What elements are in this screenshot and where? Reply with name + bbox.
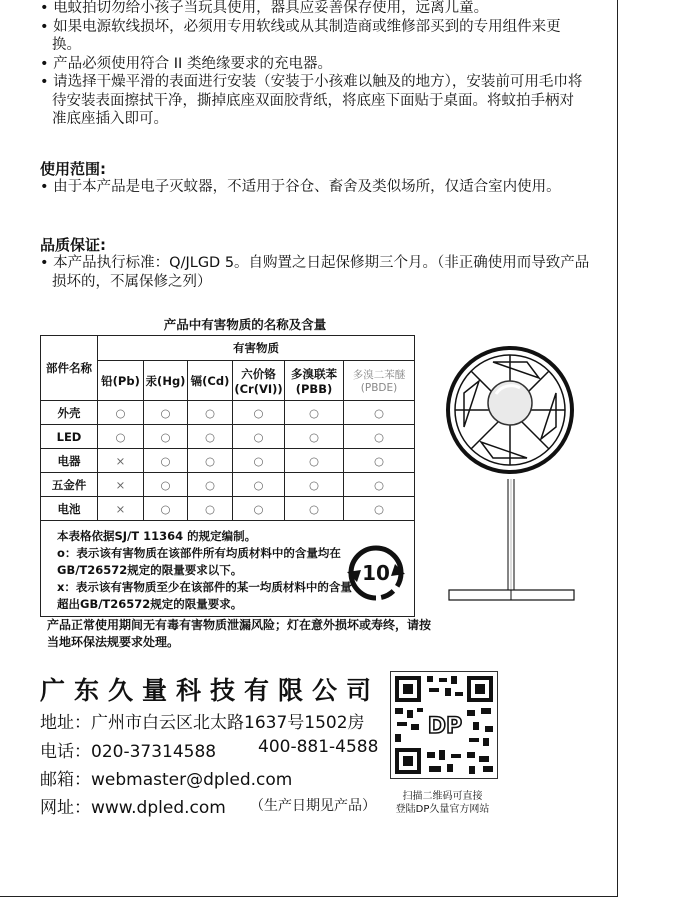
qr-caption [380, 790, 505, 816]
product-illustration [440, 336, 590, 606]
instruction-item: • 电蚊拍切勿给小孩子当玩具使用，器具应妥善保存使用，远离儿童。 [40, 0, 585, 18]
hotline-text: 400-881-4588 [258, 737, 379, 757]
warranty-title: 品质保证: [40, 236, 106, 254]
part-cell: 五金件 [41, 473, 98, 497]
instruction-item: • 如果电源软线损坏，必须用专用软线或从其制造商或维修部买到的专用组件来更换。 [40, 18, 585, 55]
table-cell: × [98, 449, 144, 473]
usage-text: • 由于本产品是电子灭蚊器，不适用于谷仓、畜舍及类似场所，仅适合室内使用。 [40, 178, 597, 197]
column-header: 镉(Cd) [188, 361, 233, 401]
part-name-header: 部件名称 [41, 336, 98, 401]
website-link[interactable]: 网址：www.dpled.com [40, 798, 226, 818]
part-cell: 电池 [41, 497, 98, 521]
table-cell: ○ [285, 401, 344, 425]
hazard-notes [40, 520, 415, 617]
column-header: 多溴二苯醚 (PBDE) [344, 361, 415, 401]
table-row [41, 401, 415, 425]
table-row [41, 473, 415, 497]
table-row [41, 425, 415, 449]
table-cell: ○ [344, 497, 415, 521]
part-cell: 电器 [41, 449, 98, 473]
warranty-text: • 本产品执行标准：Q/JLGD 5。自购置之日起保修期三个月。（非正确使用而导致产品损坏的，不属保修之列） [40, 254, 597, 291]
table-cell: ○ [285, 497, 344, 521]
note-x: x：表示该有害物质至少在该部件的某一均质材料中的含量超出GB/T26572规定的限量要求。 [57, 580, 352, 611]
table-cell: ○ [188, 473, 233, 497]
table-cell: ○ [285, 449, 344, 473]
table-cell: ○ [188, 425, 233, 449]
table-cell: ○ [233, 497, 285, 521]
company-name: 广东久量科技有限公司 [40, 676, 381, 705]
note-o: o：表示该有害物质在该部件所有均质材料中的含量均在GB/T26572规定的限量要求以下。 [57, 546, 341, 577]
hazard-table [40, 335, 415, 521]
hazard-tail-note: 产品正常使用期间无有毒有害物质泄漏风险；灯在意外损坏或寿终，请按当地环保法规要求处理。 [47, 618, 432, 649]
table-cell: ○ [144, 425, 188, 449]
table-cell: ○ [188, 401, 233, 425]
eco-period-number: 10 [362, 561, 390, 585]
table-cell: ○ [98, 401, 144, 425]
table-cell: ○ [98, 425, 144, 449]
page-border-right [617, 0, 618, 897]
table-cell: ○ [344, 449, 415, 473]
table-row [41, 497, 415, 521]
table-cell: ○ [144, 497, 188, 521]
table-cell: ○ [188, 497, 233, 521]
table-cell: ○ [233, 401, 285, 425]
qr-caption-line2: 登陆DP久量官方网站 [395, 804, 490, 815]
qr-logo: DP [427, 714, 463, 739]
table-cell: × [98, 497, 144, 521]
instruction-item: • 请选择干燥平滑的表面进行安装（安装于小孩难以触及的地方），安装前可用毛巾将待安装表面擦拭干净，撕掉底座双面胶背纸，将底座下面贴于桌面。将蚊拍手柄对准底座插入即可。 [40, 73, 585, 129]
table-row [41, 449, 415, 473]
instruction-item: • 产品必须使用符合 II 类绝缘要求的充电器。 [40, 55, 585, 74]
qr-code[interactable] [390, 671, 498, 779]
table-cell: ○ [285, 473, 344, 497]
table-cell: ○ [344, 473, 415, 497]
hazard-table-caption: 产品中有害物质的名称及含量 [163, 317, 327, 332]
table-cell: ○ [188, 449, 233, 473]
table-cell: ○ [344, 401, 415, 425]
table-cell: ○ [344, 425, 415, 449]
column-header: 铅(Pb) [98, 361, 144, 401]
part-cell: 外壳 [41, 401, 98, 425]
eco-period-icon [347, 544, 405, 602]
table-cell: ○ [144, 473, 188, 497]
note-standard: 本表格依据SJ/T 11364 的规定编制。 [57, 529, 257, 543]
table-cell: ○ [233, 473, 285, 497]
instructions-list [40, 0, 585, 129]
table-cell: ○ [233, 425, 285, 449]
production-date-note: （生产日期见产品） [250, 798, 376, 814]
qr-code-icon [391, 672, 497, 778]
phone-text: 电话：020-37314588 [40, 742, 217, 762]
table-cell: ○ [144, 401, 188, 425]
table-cell: × [98, 473, 144, 497]
column-header: 六价铬 (Cr(VI)) [233, 361, 285, 401]
usage-title: 使用范围: [40, 160, 106, 178]
qr-caption-line1: 扫描二维码可直接 [402, 791, 483, 802]
hazard-group-header: 有害物质 [98, 336, 415, 361]
page-border-bottom [0, 896, 618, 897]
column-header: 多溴联苯 (PBB) [285, 361, 344, 401]
email-link[interactable]: 邮箱：webmaster@dpled.com [40, 770, 293, 790]
table-cell: ○ [144, 449, 188, 473]
column-header: 汞(Hg) [144, 361, 188, 401]
address-text: 地址：广州市白云区北太路1637号1502房 [40, 713, 365, 733]
table-cell: ○ [233, 449, 285, 473]
table-cell: ○ [285, 425, 344, 449]
part-cell: LED [41, 425, 98, 449]
